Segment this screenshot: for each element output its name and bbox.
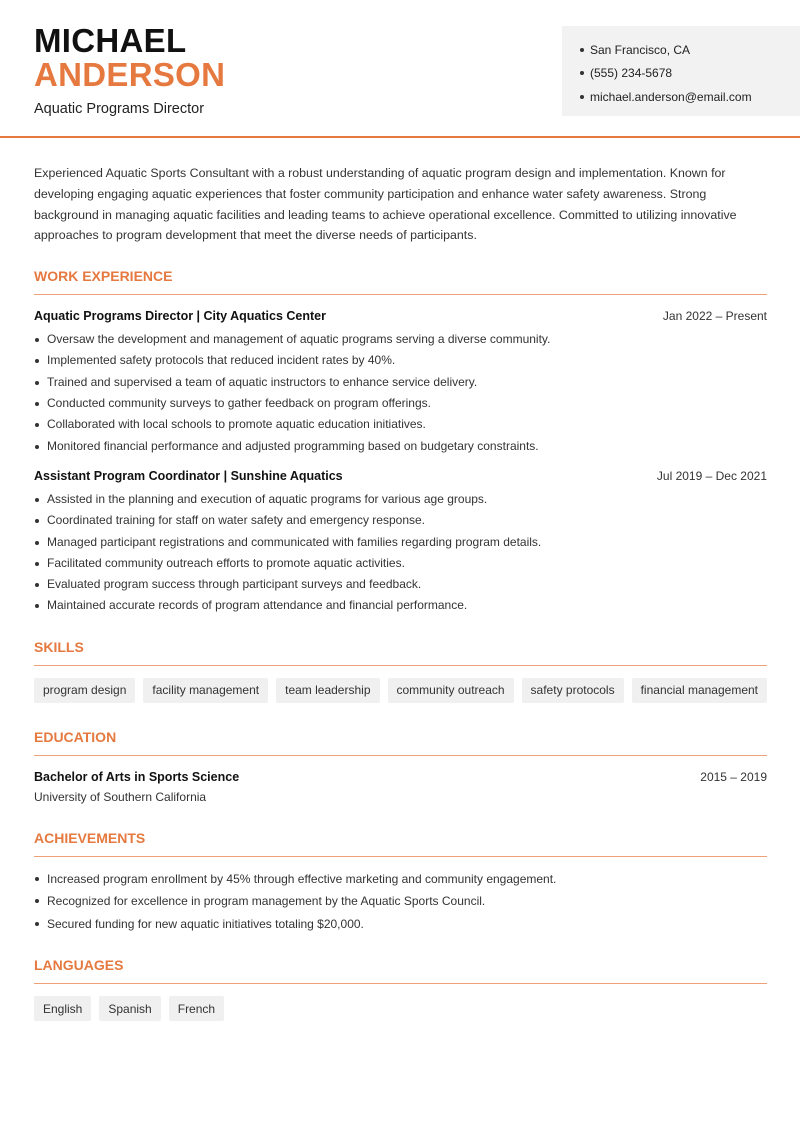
education-degree: Bachelor of Arts in Sports Science: [34, 769, 240, 784]
work-experience-section: [34, 268, 767, 617]
skill-chip: team leadership: [276, 678, 379, 703]
job-entry: [34, 309, 767, 457]
language-chip: Spanish: [99, 996, 160, 1021]
education-section: [34, 729, 767, 804]
job-dates: Jan 2022 – Present: [662, 309, 767, 324]
contact-location: [580, 38, 800, 62]
job-role: Aquatic Programs Director | City Aquatics Center: [34, 309, 326, 324]
language-chip: English: [34, 996, 91, 1021]
contact-email-text: michael.anderson@email.com: [590, 89, 752, 104]
section-title-skills: SKILLS: [34, 639, 767, 666]
achievements-section: [34, 830, 767, 936]
resume-body: [34, 163, 767, 1021]
language-chip: French: [169, 996, 224, 1021]
job-bullets: [34, 489, 767, 617]
job-role: Assistant Program Coordinator | Sunshine Aquatics: [34, 468, 343, 483]
list-item: Facilitated community outreach efforts to promote aquatic activities.: [34, 553, 767, 574]
contact-phone-text: (555) 234-5678: [590, 66, 673, 81]
language-chips: [34, 996, 767, 1021]
languages-section: [34, 957, 767, 1021]
list-item: Recognized for excellence in program management by the Aquatic Sports Council.: [34, 890, 767, 913]
resume-header: [0, 0, 800, 138]
list-item: Maintained accurate records of program attendance and financial performance.: [34, 595, 767, 616]
contact-box: [562, 26, 800, 116]
list-item: Monitored financial performance and adjusted programming based on budgetary constraints.: [34, 436, 767, 457]
contact-phone: [580, 62, 800, 86]
bullet-icon: [580, 95, 584, 99]
list-item: Increased program enrollment by 45% through effective marketing and community engagement.: [34, 868, 767, 891]
job-bullets: [34, 329, 767, 457]
skill-chips: [34, 678, 767, 703]
list-item: Secured funding for new aquatic initiatives totaling $20,000.: [34, 913, 767, 936]
education-dates: 2015 – 2019: [700, 769, 767, 784]
last-name: ANDERSON: [34, 56, 226, 93]
skill-chip: facility management: [143, 678, 268, 703]
section-title-education: EDUCATION: [34, 729, 767, 756]
skill-chip: safety protocols: [522, 678, 624, 703]
list-item: Trained and supervised a team of aquatic instructors to enhance service delivery.: [34, 372, 767, 393]
skill-chip: program design: [34, 678, 135, 703]
skill-chip: financial management: [632, 678, 767, 703]
first-name: MICHAEL: [34, 22, 187, 59]
list-item: Evaluated program success through participant surveys and feedback.: [34, 574, 767, 595]
section-title-languages: LANGUAGES: [34, 957, 767, 984]
list-item: Implemented safety protocols that reduced incident rates by 40%.: [34, 350, 767, 371]
bullet-icon: [580, 71, 584, 75]
skill-chip: community outreach: [388, 678, 514, 703]
list-item: Collaborated with local schools to promote aquatic education initiatives.: [34, 414, 767, 435]
list-item: Assisted in the planning and execution of aquatic programs for various age groups.: [34, 489, 767, 510]
job-title: Aquatic Programs Director: [34, 101, 205, 117]
name-block: [34, 24, 225, 117]
summary: Experienced Aquatic Sports Consultant with a robust understanding of aquatic program design and implementation. Known for developing engaging aquatic experiences that foster community participation and enhance water safety awareness. Strong background in managing aquatic facilities and leading teams to achieve operational excellence. Committed to utilizing innovative approaches to program development that meet the diverse needs of participants.: [34, 166, 737, 243]
list-item: Oversaw the development and management of aquatic programs serving a diverse community.: [34, 329, 767, 350]
job-entry: [34, 469, 767, 617]
section-title-achievements: ACHIEVEMENTS: [34, 830, 767, 857]
skills-section: [34, 639, 767, 703]
job-dates: Jul 2019 – Dec 2021: [656, 468, 767, 483]
list-item: Conducted community surveys to gather feedback on program offerings.: [34, 393, 767, 414]
list-item: Coordinated training for staff on water safety and emergency response.: [34, 510, 767, 531]
education-school: University of Southern California: [34, 789, 207, 804]
achievement-bullets: [34, 868, 767, 936]
contact-location-text: San Francisco, CA: [590, 42, 691, 57]
section-title-work: WORK EXPERIENCE: [34, 268, 767, 295]
contact-email: [580, 85, 800, 109]
list-item: Managed participant registrations and communicated with families regarding program details.: [34, 532, 767, 553]
bullet-icon: [580, 48, 584, 52]
